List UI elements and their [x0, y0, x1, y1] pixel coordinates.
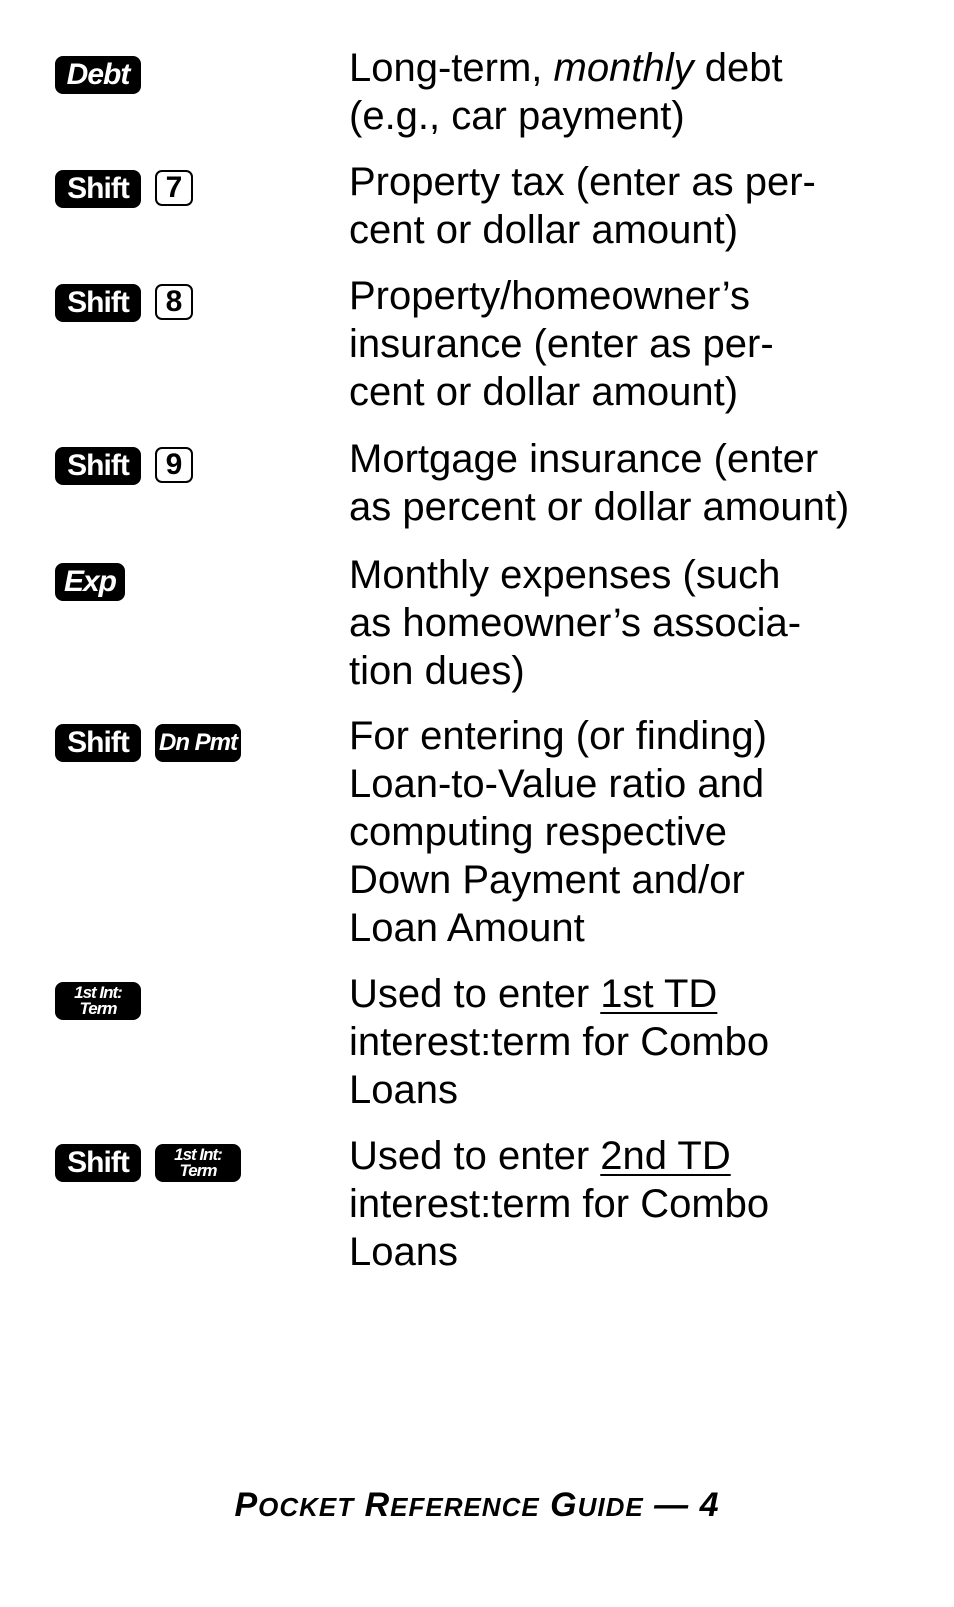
- shift-key: Shift: [55, 1144, 141, 1182]
- shift-key: Shift: [55, 724, 141, 762]
- entry-description: Used to enter 2nd TD interest:term for Combo Loans: [349, 1134, 770, 1274]
- entry-description: Mortgage insurance (enter as percent or dollar amount): [349, 437, 850, 529]
- shift-key: Shift: [55, 284, 141, 322]
- entry-description: Property/homeowner’s insurance (enter as per- cent or dollar amount): [349, 274, 774, 414]
- number-key-8: 8: [155, 284, 193, 320]
- shift-key: Shift: [55, 170, 141, 208]
- exp-key: Exp: [55, 563, 125, 601]
- entry-description: Used to enter 1st TD interest:term for Combo Loans: [349, 972, 770, 1112]
- page-footer: POCKET REFERENCE GUIDE — 4: [234, 1486, 720, 1524]
- first-interest-term-key: 1st Int: Term: [55, 982, 141, 1020]
- number-key-9: 9: [155, 447, 193, 483]
- down-payment-key: Dn Pmt: [155, 724, 241, 762]
- shift-key: Shift: [55, 447, 141, 485]
- entry-description: Monthly expenses (such as homeowner’s associa- tion dues): [349, 553, 802, 693]
- entry-description: Long-term, monthly debt (e.g., car payment): [349, 46, 783, 138]
- first-interest-term-key: 1st Int: Term: [155, 1144, 241, 1182]
- entry-description: Property tax (enter as per- cent or dollar amount): [349, 160, 816, 252]
- entry-description: For entering (or finding) Loan-to-Value ratio and computing respective Down Payment and/or Loan Amount: [349, 714, 767, 950]
- debt-key: Debt: [55, 56, 141, 94]
- number-key-7: 7: [155, 170, 193, 206]
